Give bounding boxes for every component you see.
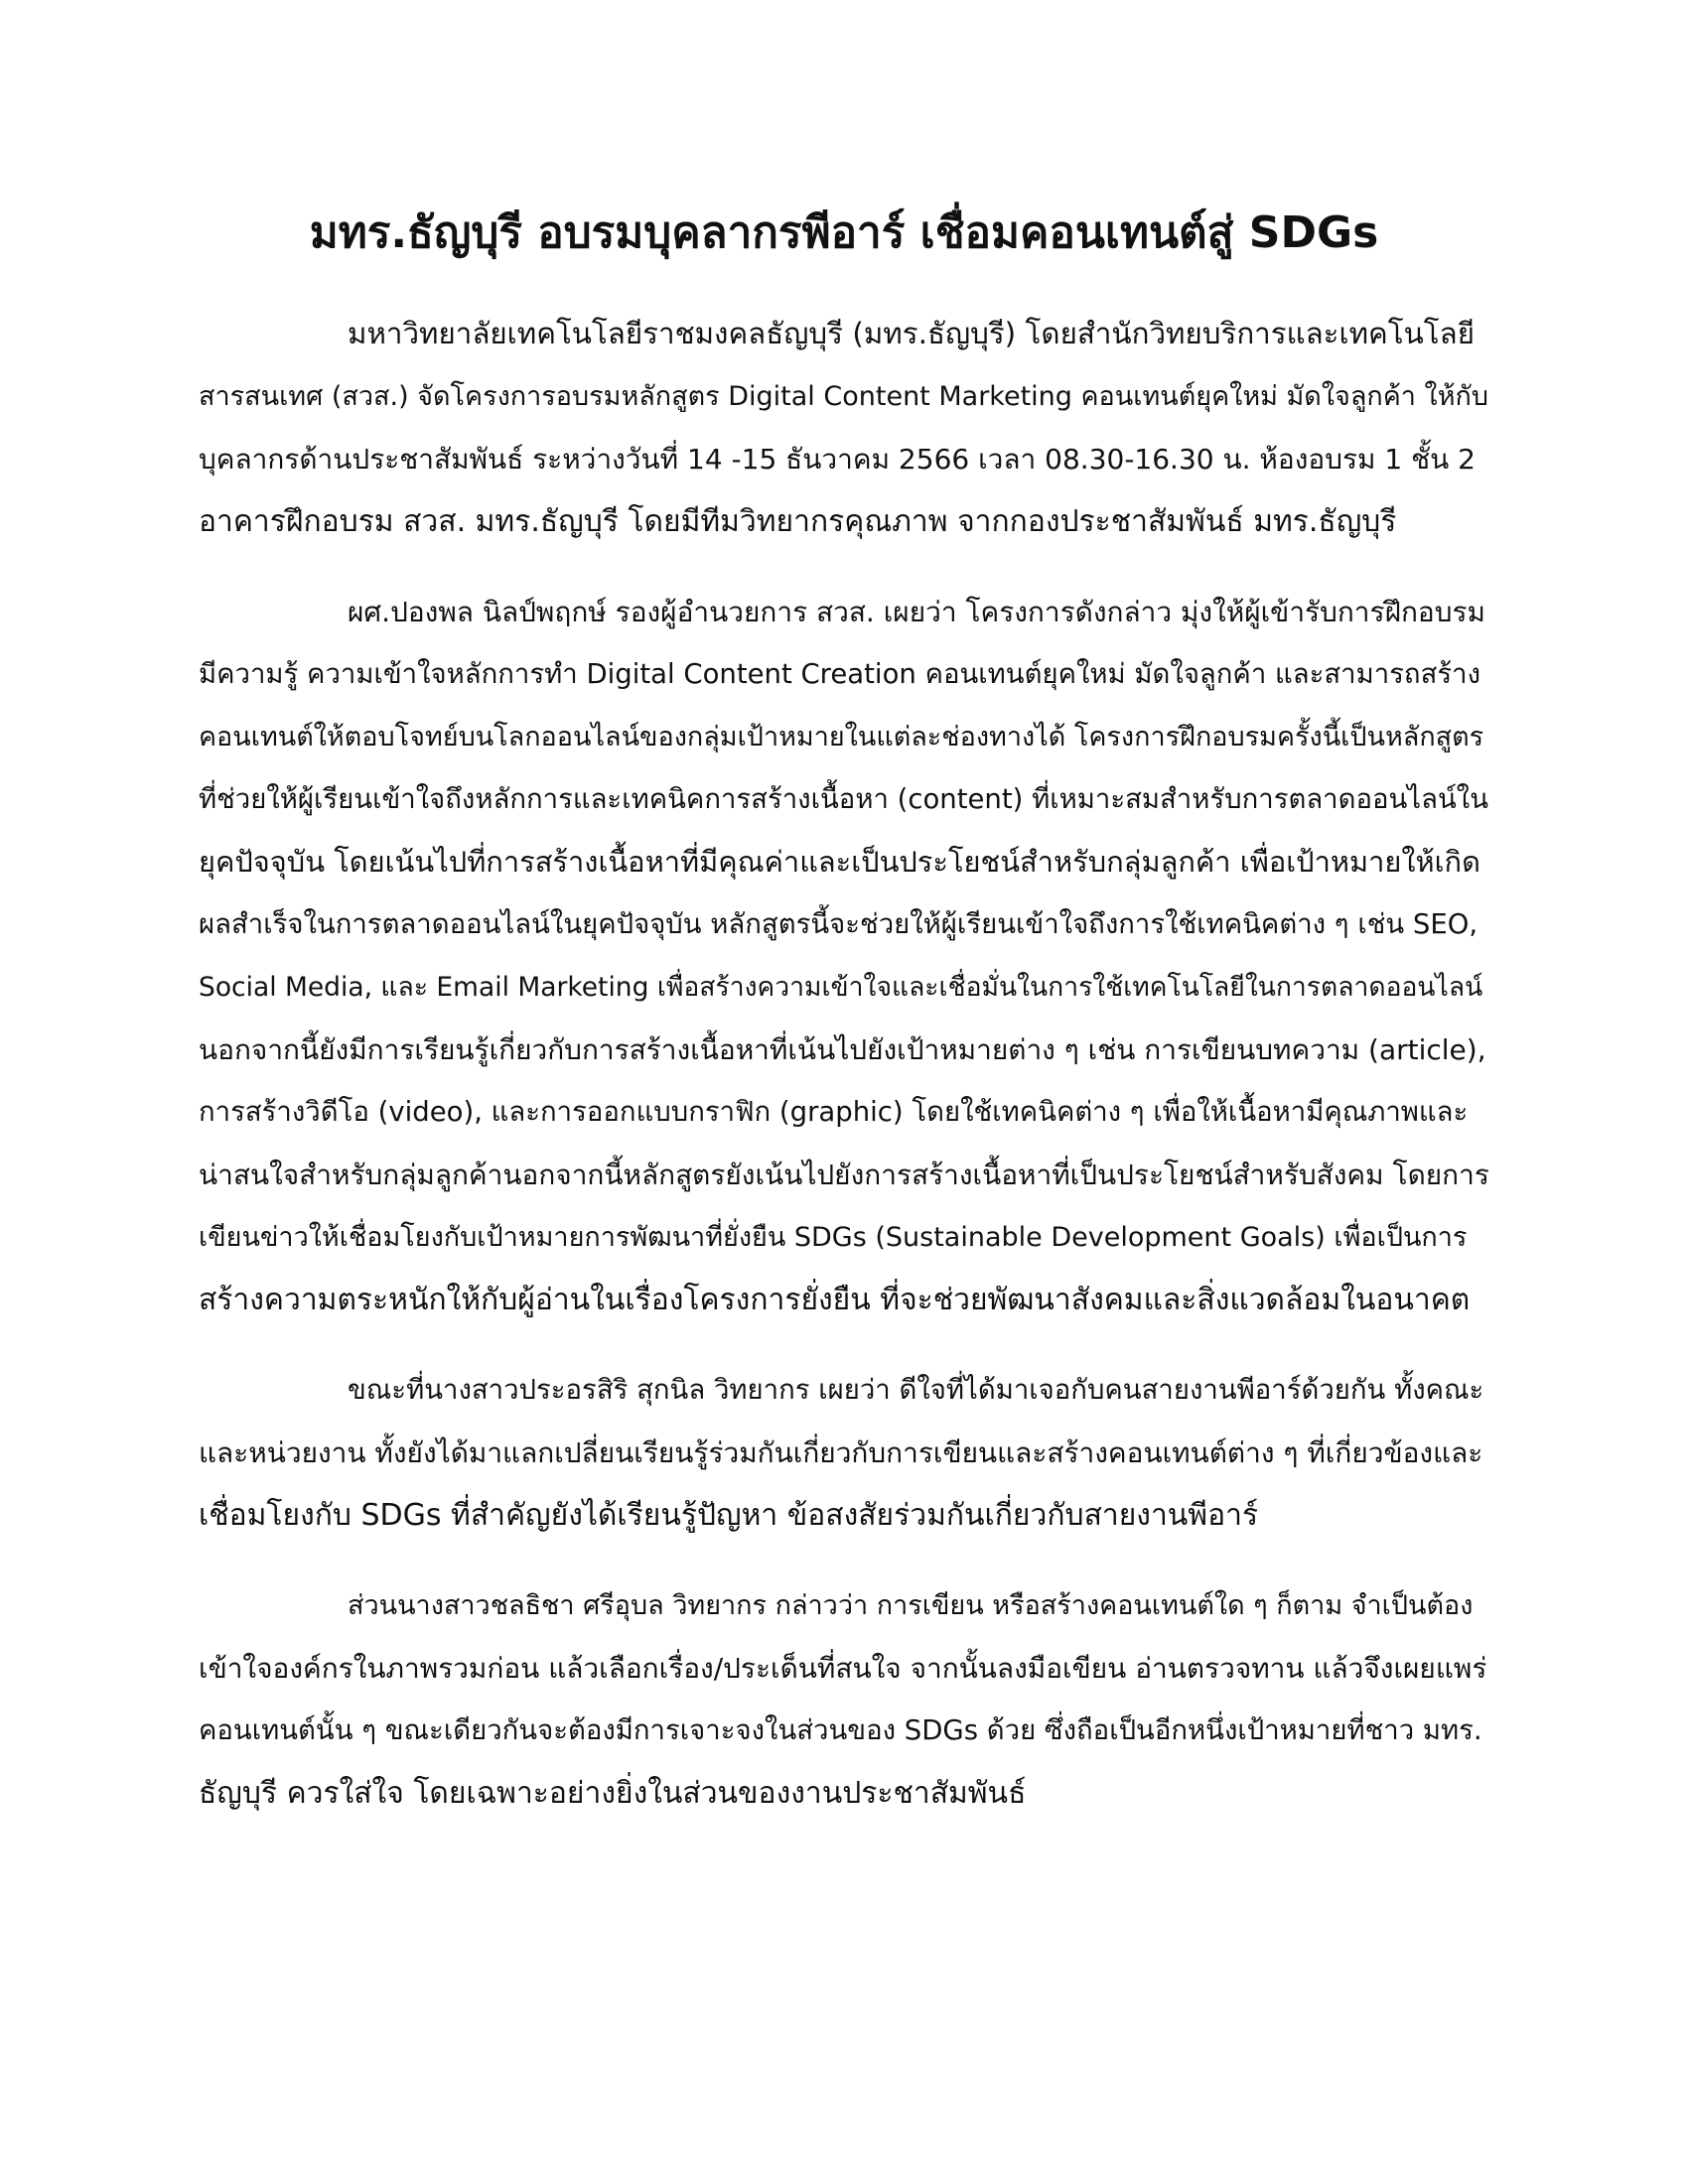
- text-line: เชื่อมโยงกับ SDGs ที่สำคัญยังได้เรียนรู้ปัญหา ข้อสงสัยร่วมกันเกี่ยวกับสายงานพีอาร์: [199, 1498, 1259, 1533]
- text-line: สร้างความตระหนักให้กับผู้อ่านในเรื่องโครงการยั่งยืน ที่จะช่วยพัฒนาสังคมและสิ่งแวดล้อมในอนาคต: [199, 1283, 1471, 1317]
- text-line: ขณะที่นางสาวประอรสิริ สุกนิล วิทยากร เผยว่า ดีใจที่ได้มาเจอกับคนสายงานพีอาร์ด้วยกัน ทั้งคณะ: [348, 1374, 1484, 1406]
- text-line: Social Media, และ Email Marketing เพื่อสร้างความเข้าใจและเชื่อมั่นในการใช้เทคโนโลยีในการตลาดออนไลน์: [199, 972, 1483, 1003]
- paragraph-deputy-director-quote: [199, 581, 1489, 1331]
- text-line: ผศ.ปองพล นิลป์พฤกษ์ รองผู้อำนวยการ สวส. เผยว่า โครงการดังกล่าว มุ่งให้ผู้เข้ารับการฝึกอบรม: [348, 596, 1486, 628]
- text-line: สารสนเทศ (สวส.) จัดโครงการอบรมหลักสูตร Digital Content Marketing คอนเทนต์ยุคใหม่ มัดใจลูกค้า ให้กับ: [199, 381, 1488, 412]
- text-line: ส่วนนางสาวชลธิชา ศรีอุบล วิทยากร กล่าวว่า การเขียน หรือสร้างคอนเทนต์ใด ๆ ก็ตาม จำเป็นต้อง: [348, 1590, 1474, 1621]
- text-line: บุคลากรด้านประชาสัมพันธ์ ระหว่างวันที่ 14 -15 ธันวาคม 2566 เวลา 08.30-16.30 น. ห้องอบรม 1 ชั้น 2: [199, 443, 1476, 476]
- text-line: ที่ช่วยให้ผู้เรียนเข้าใจถึงหลักการและเทคนิคการสร้างเนื้อหา (content) ที่เหมาะสมสำหรับการตลาดออนไลน์ใน: [199, 783, 1489, 815]
- text-line: ธัญบุรี ควรใส่ใจ โดยเฉพาะอย่างยิ่งในส่วนของงานประชาสัมพันธ์: [199, 1776, 1027, 1811]
- text-line: ยุคปัจจุบัน โดยเน้นไปที่การสร้างเนื้อหาที่มีคุณค่าและเป็นประโยชน์สำหรับกลุ่มลูกค้า เพื่อเป้าหมายให้เกิด: [199, 845, 1480, 879]
- text-line: การสร้างวิดีโอ (video), และการออกแบบกราฟิก (graphic) โดยใช้เทคนิคต่าง ๆ เพื่อให้เนื้อหามีคุณภาพและ: [199, 1096, 1469, 1128]
- text-line: นอกจากนี้ยังมีการเรียนรู้เกี่ยวกับการสร้างเนื้อหาที่เน้นไปยังเป้าหมายต่าง ๆ เช่น การเขียนบทความ (article),: [199, 1033, 1486, 1066]
- text-line: อาคารฝึกอบรม สวส. มทร.ธัญบุรี โดยมีทีมวิทยากรคุณภาพ จากกองประชาสัมพันธ์ มทร.ธัญบุรี: [199, 504, 1397, 539]
- paragraph-intro: [199, 303, 1489, 553]
- article-body: [199, 303, 1489, 1825]
- paragraph-speaker-one: [199, 1359, 1489, 1547]
- text-line: น่าสนใจสำหรับกลุ่มลูกค้านอกจากนี้หลักสูตรยังเน้นไปยังการสร้างเนื้อหาที่เป็นประโยชน์สำหรับสังคม โดยการ: [199, 1159, 1489, 1191]
- text-line: มีความรู้ ความเข้าใจหลักการทำ Digital Content Creation คอนเทนต์ยุคใหม่ มัดใจลูกค้า และสามารถสร้าง: [199, 658, 1480, 690]
- text-line: ผลสำเร็จในการตลาดออนไลน์ในยุคปัจจุบัน หลักสูตรนี้จะช่วยให้ผู้เรียนเข้าใจถึงการใช้เทคนิคต่าง ๆ เช่น SEO,: [199, 908, 1478, 940]
- text-line: เข้าใจองค์กรในภาพรวมก่อน แล้วเลือกเรื่อง/ประเด็นที่สนใจ จากนั้นลงมือเขียน อ่านตรวจทาน แล้วจึงเผยแพร่: [199, 1652, 1487, 1685]
- text-line: คอนเทนต์นั้น ๆ ขณะเดียวกันจะต้องมีการเจาะจงในส่วนของ SDGs ด้วย ซึ่งถือเป็นอีกหนึ่งเป้าหมายที่ชาว มทร.: [199, 1714, 1482, 1746]
- paragraph-speaker-two: [199, 1574, 1489, 1825]
- text-line: คอนเทนต์ให้ตอบโจทย์บนโลกออนไลน์ของกลุ่มเป้าหมายในแต่ละช่องทางได้ โครงการฝึกอบรมครั้งนี้เป็นหลักสูตร: [199, 722, 1484, 752]
- text-line: เขียนข่าวให้เชื่อมโยงกับเป้าหมายการพัฒนาที่ยั่งยืน SDGs (Sustainable Development Goals) เพื่อเป็นการ: [199, 1222, 1468, 1253]
- text-line: และหน่วยงาน ทั้งยังได้มาแลกเปลี่ยนเรียนรู้ร่วมกันเกี่ยวกับการเขียนและสร้างคอนเทนต์ต่าง ๆ ที่เกี่ยวข้องและ: [199, 1436, 1483, 1469]
- text-line: มหาวิทยาลัยเทคโนโลยีราชมงคลธัญบุรี (มทร.ธัญบุรี) โดยสำนักวิทยบริการและเทคโนโลยี: [348, 317, 1476, 350]
- article-title: มทร.ธัญบุรี อบรมบุคลากรพีอาร์ เชื่อมคอนเทนต์สู่ SDGs: [309, 207, 1379, 258]
